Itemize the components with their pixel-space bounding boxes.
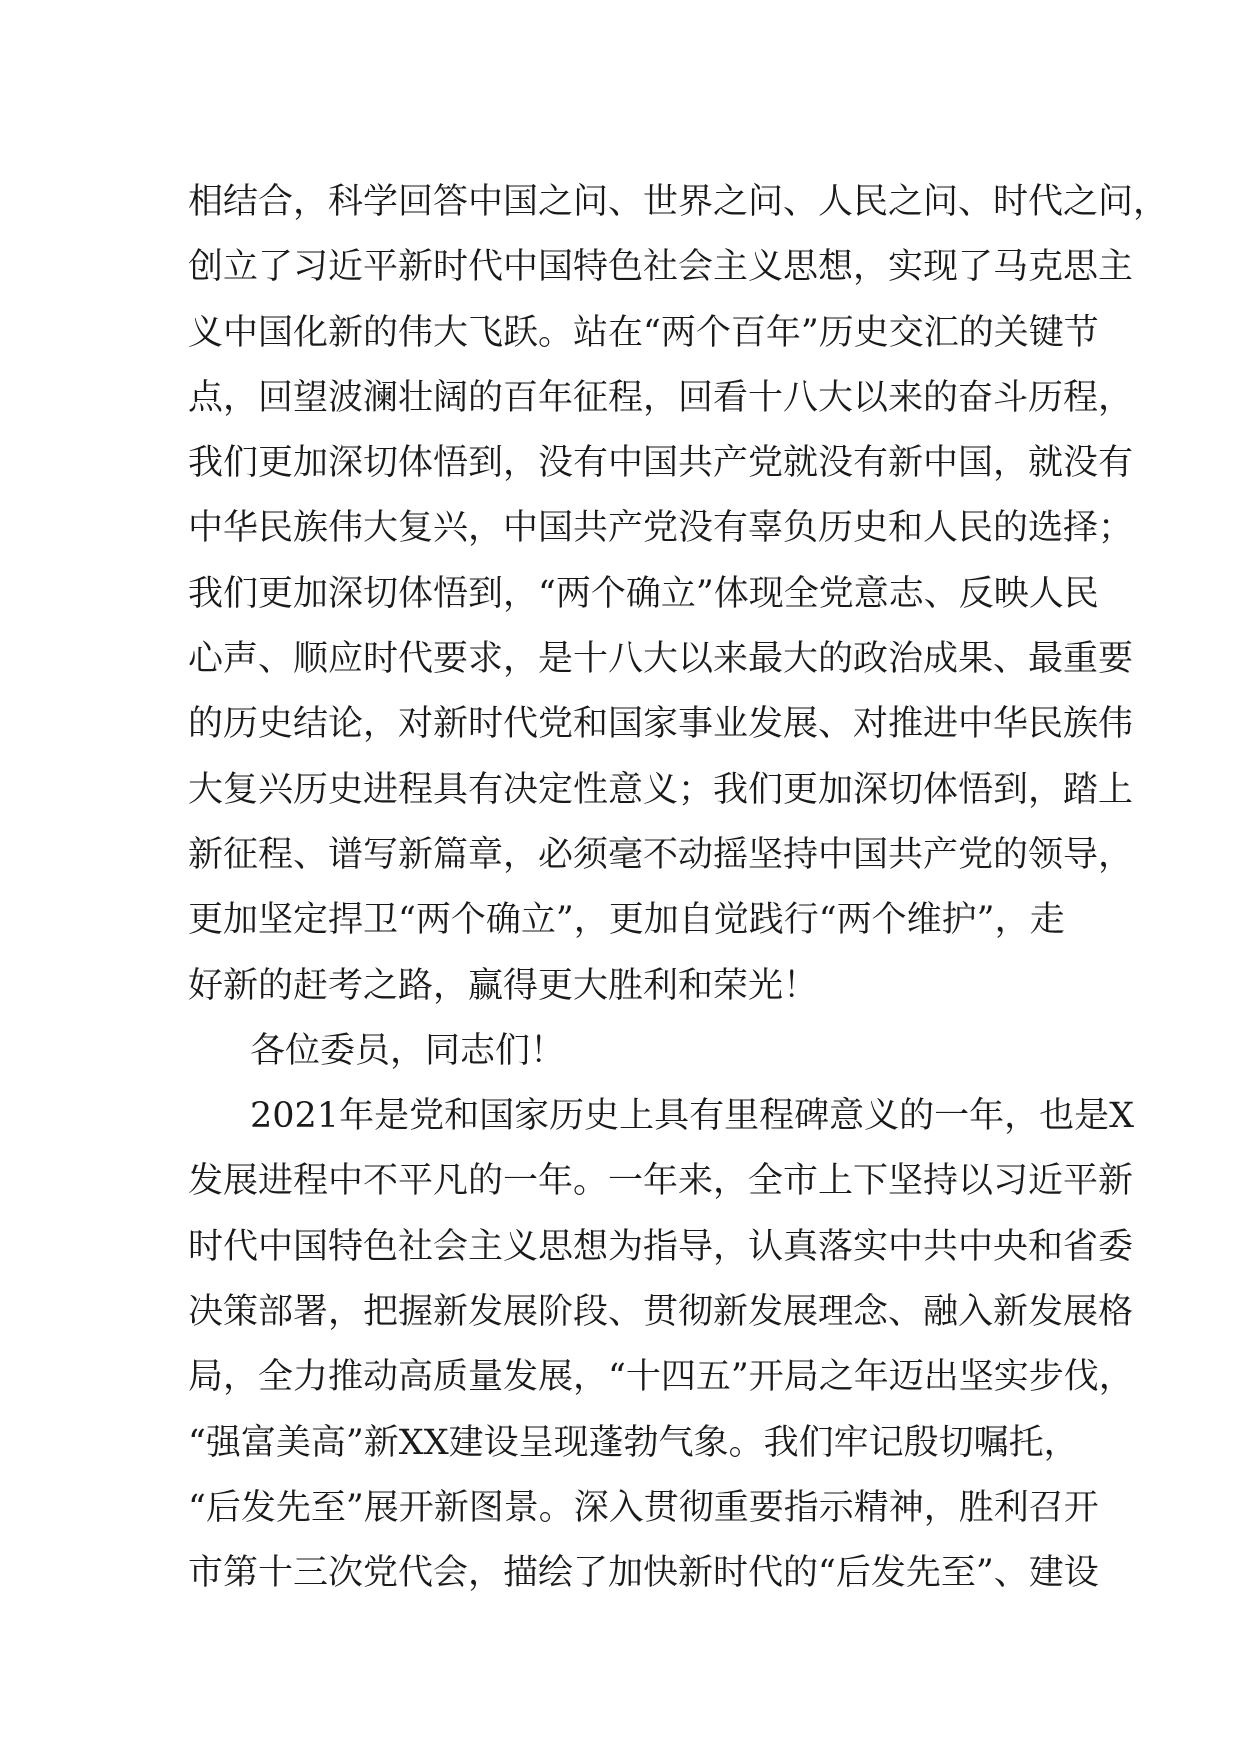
text-line: “后发先至”展开新图景。深入贯彻重要指示精神，胜利召开 bbox=[188, 1487, 1099, 1528]
text-line: 我们更加深切体悟到，没有中国共产党就没有新中国，就没有 bbox=[188, 443, 1134, 484]
text-line: 我们更加深切体悟到，“两个确立”体现全党意志、反映人民 bbox=[188, 573, 1099, 614]
text-line: 大复兴历史进程具有决定性意义；我们更加深切体悟到，踏上 bbox=[188, 769, 1134, 810]
text-line: 发展进程中不平凡的一年。一年来，全市上下坚持以习近平新 bbox=[188, 1161, 1134, 1202]
text-line: 市第十三次党代会，描绘了加快新时代的“后发先至”、建设 bbox=[188, 1553, 1099, 1594]
text-line: 好新的赶考之路，赢得更大胜利和荣光！ bbox=[188, 965, 819, 1006]
text-line: 相结合，科学回答中国之问、世界之问、人民之问、时代之问， bbox=[188, 182, 1169, 222]
text-line: 点，回望波澜壮阔的百年征程，回看十八大以来的奋斗历程， bbox=[188, 377, 1134, 418]
body-text bbox=[188, 170, 1169, 1607]
text-line: 决策部署，把握新发展阶段、贯彻新发展理念、融入新发展格 bbox=[188, 1292, 1134, 1333]
text-line: 局，全力推动高质量发展，“十四五”开局之年迈出坚实步伐， bbox=[188, 1357, 1134, 1398]
text-line: 创立了习近平新时代中国特色社会主义思想，实现了马克思主 bbox=[188, 247, 1134, 288]
text-line: 义中国化新的伟大飞跃。站在“两个百年”历史交汇的关键节 bbox=[188, 312, 1099, 353]
text-line: 中华民族伟大复兴，中国共产党没有辜负历史和人民的选择； bbox=[188, 508, 1134, 549]
salutation-line: 各位委员，同志们！ bbox=[250, 1030, 566, 1071]
text-line: 更加坚定捍卫“两个确立”，更加自觉践行“两个维护”，走 bbox=[188, 900, 1065, 941]
text-line: “强富美高”新XX建设呈现蓬勃气象。我们牢记殷切嘱托， bbox=[188, 1422, 1079, 1463]
paragraph-start-line: 2021年是党和国家历史上具有里程碑意义的一年，也是X bbox=[250, 1096, 1134, 1137]
text-line: 新征程、谱写新篇章，必须毫不动摇坚持中国共产党的领导， bbox=[188, 834, 1134, 875]
text-line: 时代中国特色社会主义思想为指导，认真落实中共中央和省委 bbox=[188, 1226, 1134, 1267]
text-line: 的历史结论，对新时代党和国家事业发展、对推进中华民族伟 bbox=[188, 704, 1134, 745]
text-line: 心声、顺应时代要求，是十八大以来最大的政治成果、最重要 bbox=[188, 639, 1134, 680]
